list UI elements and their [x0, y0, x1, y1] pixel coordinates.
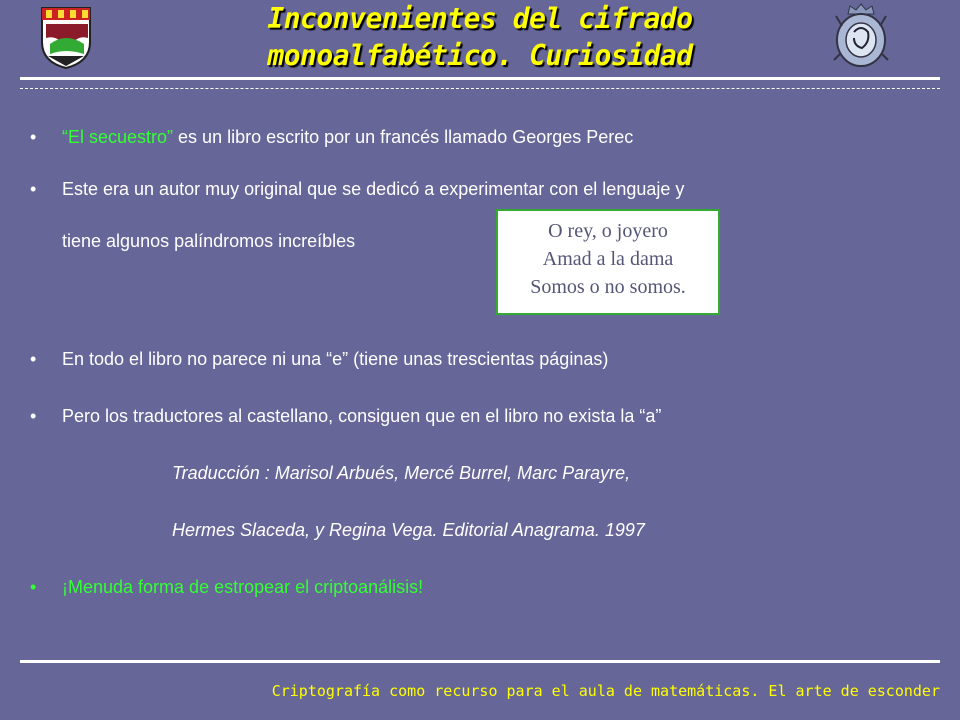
royal-seal-logo — [832, 2, 890, 70]
bottom-divider — [20, 660, 940, 663]
bullet-text-line1: Este era un autor muy original que se dedicó a experimentar con el lenguaje y — [62, 179, 685, 199]
bullet-text — [62, 110, 633, 164]
bullet-dot: • — [30, 179, 37, 199]
bullet-dot: • — [30, 349, 37, 369]
bullet-text-final: ¡Menuda forma de estropear el criptoanálisis! — [62, 577, 424, 597]
top-divider — [20, 77, 940, 80]
quote-open: “ — [62, 127, 68, 147]
palindromes-box — [496, 209, 720, 315]
title-line-2: monoalfabético. Curiosidad — [267, 39, 693, 72]
palindrome-2: Amad a la dama — [542, 248, 674, 270]
bullet-dot: • — [30, 577, 37, 597]
palindrome-3: Somos o no somos. — [530, 276, 686, 298]
university-shield-logo — [38, 4, 94, 70]
citation-line-2: Hermes Slaceda, y Regina Vega. Editorial Anagrama. 1997 — [172, 520, 645, 540]
bullet-dot: • — [30, 127, 37, 147]
palindrome-1: O rey, o joyero — [548, 220, 668, 242]
footer-text: Criptografía como recurso para el aula de matemáticas. El arte de esconder — [271, 682, 940, 700]
citation-line-1: Traducción : Marisol Arbués, Mercé Burrel, Marc Parayre, — [172, 463, 631, 483]
slide-title — [200, 0, 760, 74]
title-line-1: Inconvenientes del cifrado — [267, 2, 693, 35]
bullet-body: es un libro escrito por un francés llamado Georges Perec — [173, 127, 634, 147]
bullet-dot: • — [30, 406, 37, 426]
dashed-divider — [20, 88, 940, 89]
bullet-text-line2: tiene algunos palíndromos increíbles — [62, 231, 356, 251]
bullet-text: Pero los traductores al castellano, consiguen que en el libro no exista la “a” — [62, 406, 662, 426]
quote-close: ” — [167, 127, 174, 147]
book-title-highlight: El secuestro — [68, 127, 168, 147]
bullet-text: En todo el libro no parece ni una “e” (tiene unas trescientas páginas) — [62, 349, 609, 369]
